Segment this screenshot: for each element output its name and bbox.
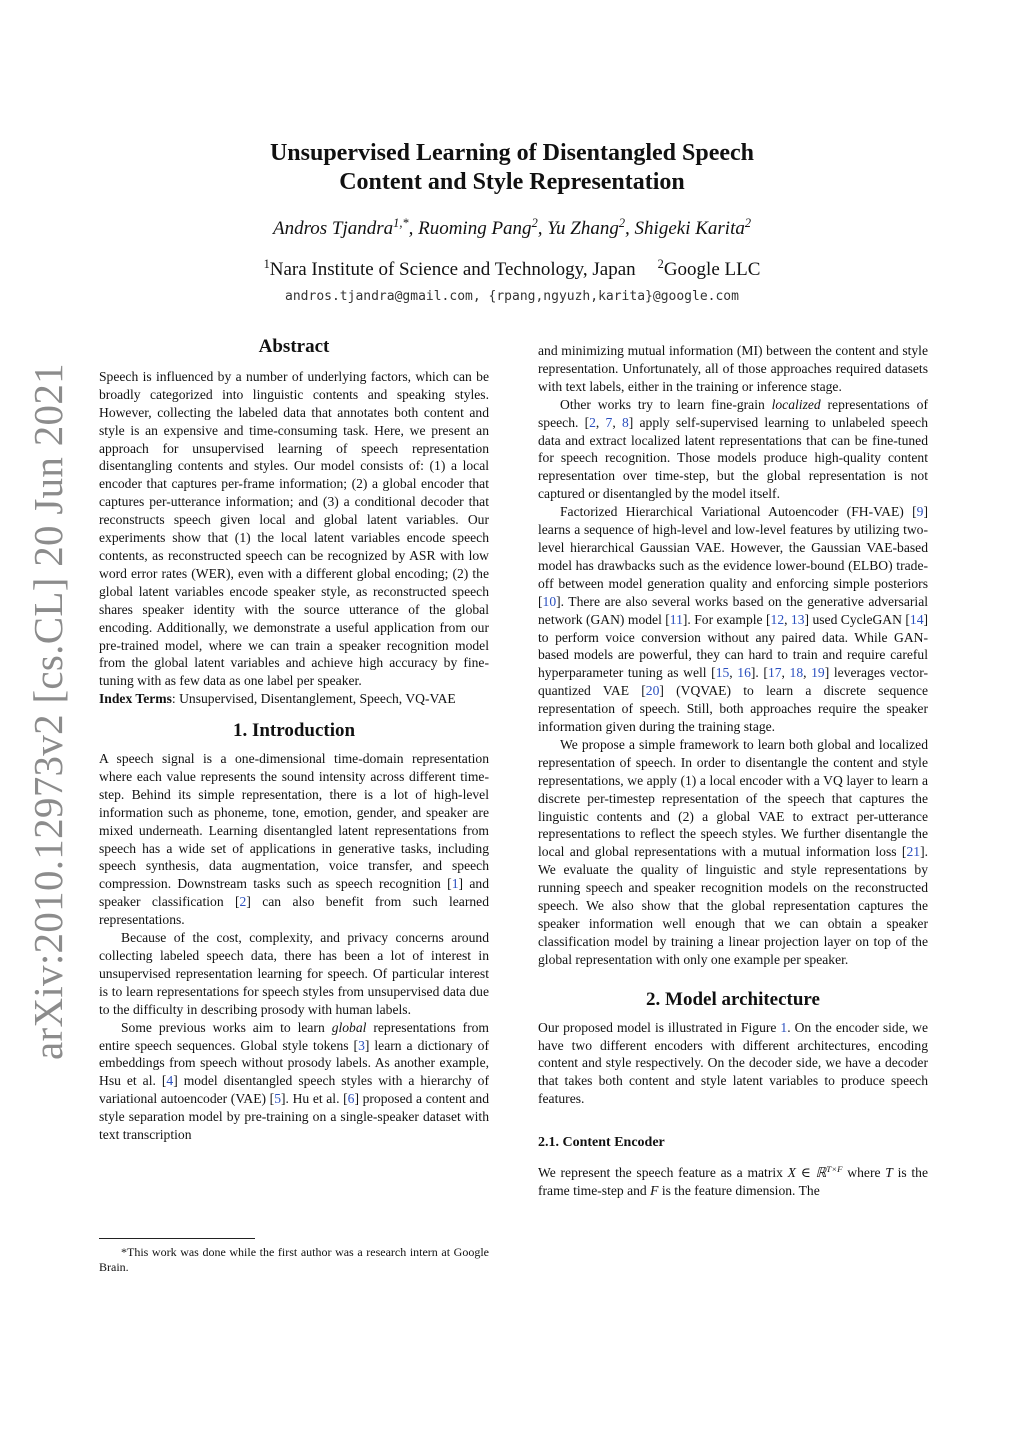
citation-link[interactable]: 9	[916, 504, 924, 520]
citation-link[interactable]: 16	[737, 665, 751, 681]
citation-link[interactable]: 15	[715, 665, 730, 681]
index-terms	[99, 690, 489, 708]
emphasis-text: global	[331, 1019, 367, 1035]
text-run: ,	[784, 611, 791, 627]
title-line-2: Content and Style Representation	[339, 169, 685, 195]
text-run: representations from entire speech sequences. Global style tokens [	[99, 1019, 489, 1053]
text-run: ,	[729, 665, 738, 681]
model-architecture-heading: 2. Model architecture	[646, 988, 820, 1010]
title-line-1: Unsupervised Learning of Disentangled Speech	[269, 140, 755, 166]
text-run: ] to perform voice conversion without any paired data. While GAN-based models are powerful, they can hard to train and require careful hyperparameter tuning as well [	[538, 611, 929, 681]
abstract-text: Speech is influenced by a number of underlying factors, which can be broadly categorized into linguistic contents and speaking styles. However, collecting the labeled data that annotates both content and style is an expensive and time-consuming task. Here, we present an approach for unsupervised learning of speech representation disentangling contents and styles. Our model consists of: (1) a local encoder that captures per-frame information; (2) a global encoder that captures per-utterance information; and (3) a conditional decoder that reconstructs speech given local and global latent variables. Our experiments show that (1) the local latent variables encode speech contents, as reconstructed speech can be recognized by ASR with low word error rates (WER), even with a different global encoding; (2) the global latent variables encode speaker style, as reconstructed speech shares speaker identity with the source utterance of the global encoding. Additionally, we demonstrate a useful application from our pre-trained model, where we can train a speaker recognition model from the global latent variables and achieve high accuracy by fine-tuning with as few data as one label per speaker.	[99, 368, 489, 689]
intro-paragraph-2: Because of the cost, complexity, and privacy concerns around collecting labeled speech data, there has been a lot of interest in unsupervised representation learning for speech. Of particular interest is to learn representations for speech styles from unsupervised data due to the difficulty in describing prosody with human labels.	[99, 930, 489, 1017]
math-superscript: T×F	[826, 1164, 843, 1175]
author-affil-mark: 2	[531, 216, 538, 231]
text-run: ] (VQVAE) to learn a discrete sequence representation of speech. Still, both approaches require the speaker information given during the training stage.	[538, 683, 928, 735]
citation-link[interactable]: 1	[451, 876, 459, 892]
introduction-heading: 1. Introduction	[232, 720, 356, 742]
footnote-text: *This work was done while the first author was a research intern at Google Brain.	[99, 1245, 489, 1274]
text-run: ] leverages vector-quantized VAE [	[538, 665, 928, 699]
right-paragraph-4	[538, 736, 928, 969]
text-run: ] apply self-supervised learning to unlabeled speech data and extract localized latent representations that can be fine-tuned for speech recognition. Those models produce high-quality content representation over time-step, but the global representation is not captured or disentangled by the model itself.	[538, 414, 929, 502]
citation-link[interactable]: 8	[621, 414, 629, 430]
citation-link[interactable]: 20	[645, 683, 660, 699]
citation-link[interactable]: 21	[906, 844, 921, 860]
text-run: is the feature dimension. The	[658, 1182, 820, 1198]
index-terms-text: : Unsupervised, Disentanglement, Speech, VQ-VAE	[171, 691, 456, 707]
right-paragraph-1: and minimizing mutual information (MI) between the content and style representation. Unfortunately, all of those approaches required datasets with text labels, either in the training or inference stage.	[538, 343, 928, 394]
footnote-rule	[99, 1238, 255, 1239]
math-variable: F	[650, 1182, 659, 1198]
text-run: where	[842, 1165, 886, 1181]
math-variable: T	[885, 1165, 893, 1181]
text-run: ] used CycleGAN [	[804, 611, 910, 627]
citation-link[interactable]: 10	[542, 593, 557, 609]
text-run: ,	[781, 665, 790, 681]
citation-link[interactable]: 6	[347, 1091, 355, 1107]
citation-link[interactable]: 2	[239, 894, 247, 910]
author-name: Yu Zhang	[547, 218, 619, 239]
footnote	[99, 1245, 489, 1275]
citation-link[interactable]: 17	[767, 665, 782, 681]
text-run: ] proposed a content and style separation model by pre-training on a single-speaker dataset with text transcription	[99, 1091, 489, 1143]
citation-link[interactable]: 14	[909, 611, 924, 627]
affiliations	[160, 259, 864, 281]
citation-link[interactable]: 4	[166, 1073, 174, 1089]
text-run: ] learn a dictionary of embeddings from speech without prosody labels. As another example, Hsu et al. [	[99, 1037, 490, 1089]
text-run: Our proposed model is illustrated in Figure	[538, 1019, 781, 1035]
author-affil-mark: 1,*	[393, 216, 409, 231]
abstract-heading: Abstract	[258, 336, 330, 357]
text-run: . On the encoder side, we have two different encoders with different architectures, encoding content and style respectively. On the decoder side, we have a decoder that takes both content and style latent variables to produce speech features.	[538, 1019, 928, 1107]
text-run: ] learns a sequence of high-level and low-level features by utilizing two-level hierarchical Gaussian VAE. However, the Gaussian VAE-based model has drawbacks such as the evidence lower-bound (ELBO) trade-off between model generation quality and enforcing simple posteriors [	[538, 504, 928, 609]
section-2-paragraph	[538, 1019, 928, 1109]
text-run: ] can also benefit from such learned representations.	[99, 894, 489, 928]
citation-link[interactable]: 5	[274, 1091, 282, 1107]
right-paragraph-3	[538, 503, 928, 736]
left-column	[99, 338, 489, 1144]
text-run: ] and speaker classification [	[99, 876, 489, 910]
citation-link[interactable]: 13	[790, 611, 805, 627]
text-run: ]. We evaluate the quality of linguistic and style representations by running speech and speaker recognition models on the reconstructed speech. We also show that the global representation captures the speaker information well enough that we can obtain a speaker classification model by training a linear projection layer on top of the global representation with only one example per speaker.	[538, 844, 928, 967]
text-run: ]. For example [	[682, 611, 771, 627]
author-list: Andros Tjandra$^{1,*}$, Ruoming Pang$^2$, Yu Zhang$^2$, Shigeki Karita$^2$	[272, 216, 752, 239]
text-run: ]. Hu et al. [	[281, 1091, 348, 1107]
citation-link[interactable]: 3	[358, 1037, 365, 1053]
text-run: ] model disentangled speech styles with a hierarchy of variational autoencoder (VAE) [	[99, 1073, 489, 1107]
text-run: ,	[803, 665, 812, 681]
figure-reference-link[interactable]: 1	[780, 1019, 788, 1035]
section-2-1-paragraph	[538, 1164, 928, 1200]
intro-paragraph-1	[99, 750, 489, 929]
author-name: Andros Tjandra	[272, 218, 394, 239]
affil-mark: 2	[657, 257, 664, 272]
affiliation-name: Google LLC	[663, 259, 761, 280]
author-affil-mark: 2	[618, 216, 626, 231]
citation-link[interactable]: 7	[605, 414, 613, 430]
arxiv-identifier: arXiv:2010.12973v2 [cs.CL] 20 Jun 2021	[25, 363, 71, 1060]
paper-title	[160, 139, 864, 197]
citation-link[interactable]: 18	[789, 665, 804, 681]
text-run: ]. [	[750, 665, 768, 681]
author-emails: andros.tjandra@gmail.com, {rpang,ngyuzh,karita}@google.com	[285, 289, 739, 304]
citation-link[interactable]: 12	[770, 611, 785, 627]
citation-link[interactable]: 11	[669, 611, 683, 627]
index-terms-label: Index Terms	[99, 691, 172, 707]
right-column	[538, 342, 928, 1200]
author-name: Shigeki Karita	[634, 218, 745, 239]
author-name: Ruoming Pang	[418, 218, 532, 239]
text-run: Factorized Hierarchical Variational Autoencoder (FH-VAE) [	[560, 504, 917, 520]
text-run: representations of speech. [	[538, 396, 928, 430]
citation-link[interactable]: 19	[811, 665, 825, 681]
text-run: is the frame time-step and	[538, 1165, 928, 1198]
citation-link[interactable]: 2	[589, 414, 596, 430]
text-run: Other works try to learn fine-grain	[560, 396, 772, 412]
text-run: A speech signal is a one-dimensional time-domain representation where each value represents the sound intensity across different time-step. Behind its simple representation, there is a lot of high-level information such as phoneme, tone, emotion, gender, and speaker are mixed underneath. Learning disentangled latent representations from speech has a wide set of applications in generative tasks, including speech synthesis, data augmentation, voice transfer, and speech compression. Downstream tasks such as speech recognition [	[99, 751, 489, 892]
affil-mark: 1	[263, 257, 270, 272]
affiliation-name: Nara Institute of Science and Technology, Japan	[269, 259, 636, 280]
math-expression: X ∈ ℝ	[787, 1165, 827, 1181]
right-paragraph-2	[538, 396, 928, 503]
content-encoder-heading: 2.1. Content Encoder	[538, 1135, 665, 1151]
text-run: Some previous works aim to learn	[121, 1019, 332, 1035]
text-run: ,	[612, 414, 622, 430]
text-run: We represent the speech feature as a matrix	[538, 1165, 788, 1181]
author-affil-mark: 2	[744, 216, 752, 231]
emphasis-text: localized	[771, 396, 821, 412]
text-run: ]. There are also several works based on the generative adversarial network (GAN) model [	[538, 593, 928, 627]
intro-paragraph-3	[99, 1019, 489, 1144]
text-run: ,	[595, 414, 606, 430]
text-run: We propose a simple framework to learn both global and localized representation of speech. In order to disentangle the content and style representations, we apply (1) a local encoder with a VQ layer to learn a discrete per-timestep representation of the speech that captures the linguistic contents and (2) a global VAE to extract per-utterance representations to reflect the speech styles. We further disentangle the local and global representations with a mutual information loss [	[538, 736, 928, 860]
